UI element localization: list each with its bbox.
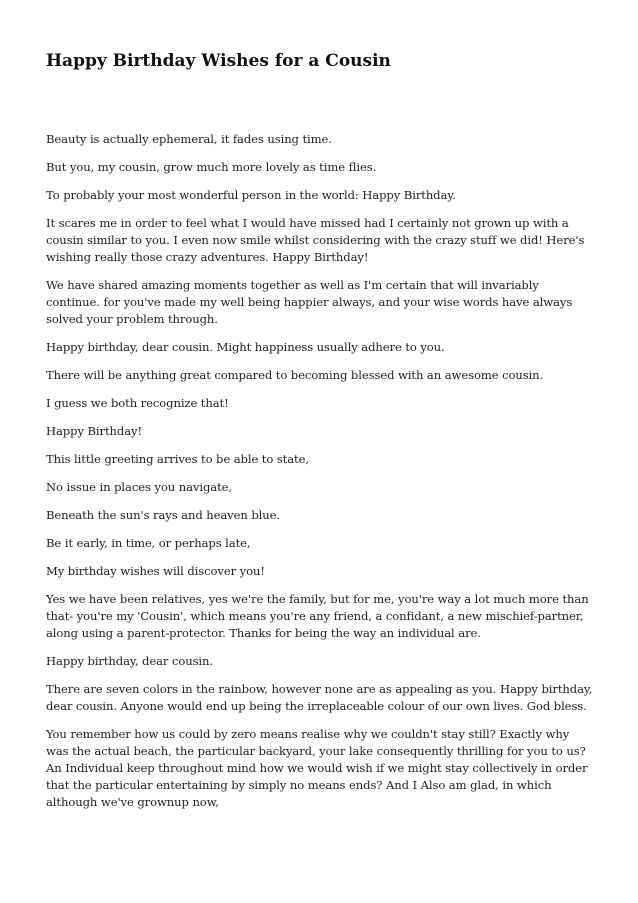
paragraph: There are seven colors in the rainbow, however none are as appealing as you. Happy birthday, dear cousin. Anyone would end up being the irreplaceable colour of our own lives. God bless.	[46, 682, 593, 713]
paragraph: Happy birthday, dear cousin. Might happiness usually adhere to you.	[46, 340, 445, 354]
document-body	[46, 131, 594, 822]
paragraph: Yes we have been relatives, yes we're the family, but for me, you're way a lot much more than that- you're my 'Cousin', which means you're any friend, a confidant, a new mischief-partner, along using a parent-protector. Thanks for being the way an individual are.	[46, 592, 589, 640]
paragraph: But you, my cousin, grow much more lovely as time flies.	[46, 160, 377, 174]
paragraph: Happy Birthday!	[46, 424, 143, 438]
paragraph: I guess we both recognize that!	[46, 396, 229, 410]
paragraph: Happy birthday, dear cousin.	[46, 654, 213, 668]
paragraph: There will be anything great compared to becoming blessed with an awesome cousin.	[46, 368, 544, 382]
paragraph: No issue in places you navigate,	[46, 480, 232, 494]
document-title: Happy Birthday Wishes for a Cousin	[46, 51, 391, 71]
paragraph: Beauty is actually ephemeral, it fades using time.	[46, 132, 332, 146]
paragraph: It scares me in order to feel what I would have missed had I certainly not grown up with a cousin similar to you. I even now smile whilst considering with the crazy stuff we did! Here's wishing really those crazy adventures. Happy Birthday!	[46, 216, 585, 264]
paragraph: To probably your most wonderful person in the world: Happy Birthday.	[46, 188, 456, 202]
paragraph: My birthday wishes will discover you!	[46, 564, 265, 578]
paragraph: We have shared amazing moments together as well as I'm certain that will invariably continue. for you've made my well being happier always, and your wise words have always solved your problem through.	[46, 278, 573, 326]
paragraph: This little greeting arrives to be able to state,	[46, 452, 309, 466]
paragraph: You remember how us could by zero means realise why we couldn't stay still? Exactly why was the actual beach, the particular backyard, your lake consequently thrilling for you to us? An Individual keep throughout mind how we would wish if we might stay collectively in order that the particular entertaining by simply no means ends? And I Also am glad, in which although we've grownup now,	[46, 727, 588, 809]
paragraph: Be it early, in time, or perhaps late,	[46, 536, 251, 550]
paragraph: Beneath the sun's rays and heaven blue.	[46, 508, 280, 522]
